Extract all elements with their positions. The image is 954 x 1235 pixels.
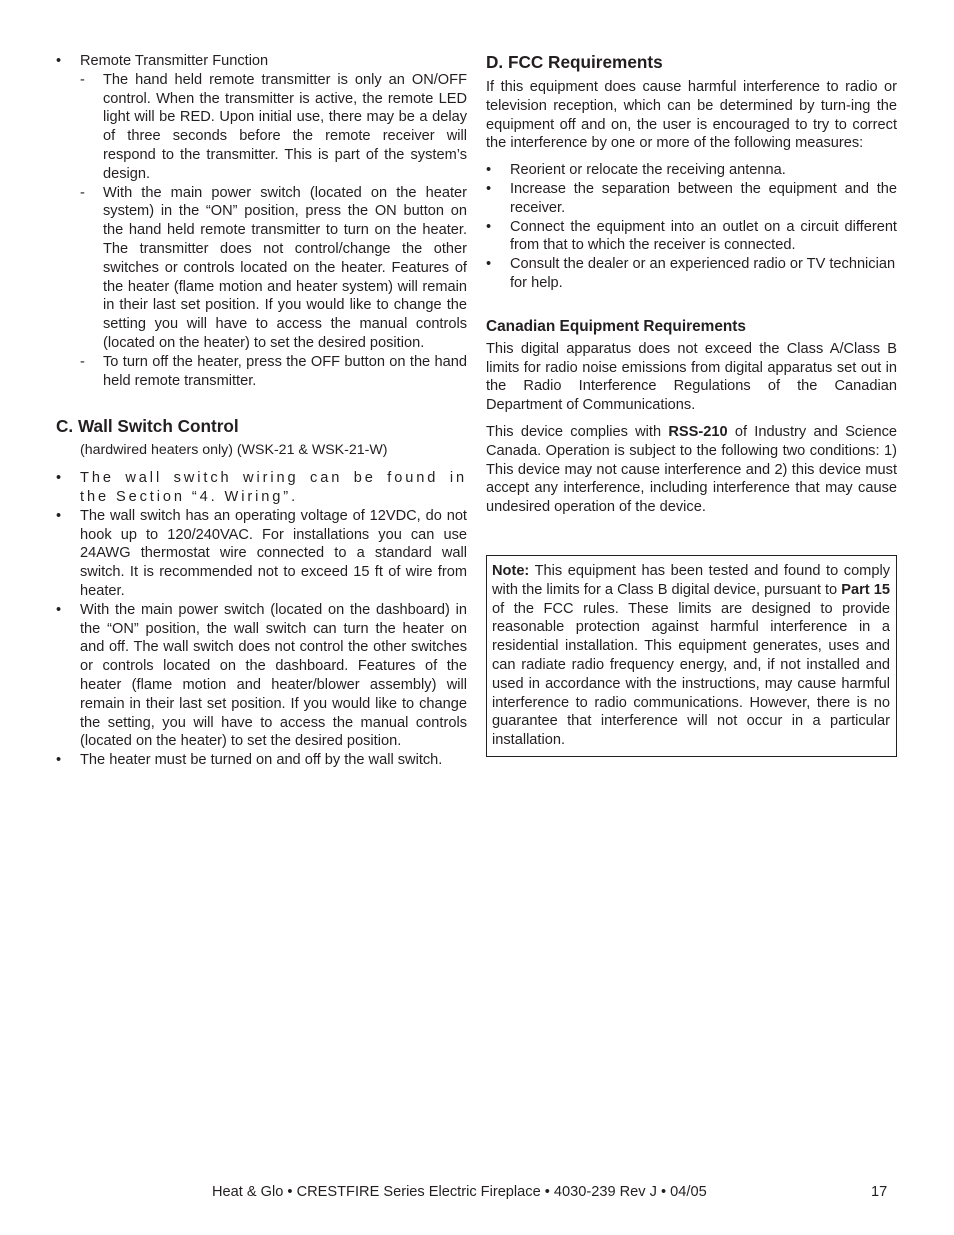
bullet-marker: •	[56, 470, 65, 487]
wall-switch-item	[56, 751, 467, 770]
rss-210-bold: RSS-210	[668, 423, 728, 440]
bullet-marker: •	[56, 601, 62, 618]
dash-marker: -	[80, 353, 85, 370]
wall-switch-item	[56, 469, 467, 507]
fcc-heading: D. FCC Requirements	[486, 52, 663, 72]
fcc-item-text: Reorient or relocate the receiving antenna.	[510, 162, 786, 179]
wall-switch-heading: C. Wall Switch Control	[56, 416, 239, 437]
remote-transmitter-bullet	[56, 52, 467, 71]
dash-marker: -	[80, 71, 85, 88]
canadian-para-1: This digital apparatus does not exceed the Class A/Class B limits for radio noise emissions from digital apparatus set out in the Radio Interference Regulations of the Canadian Department of Communications.	[486, 340, 897, 414]
bullet-marker: •	[56, 507, 62, 524]
remote-sub-item-text: To turn off the heater, press the OFF button on the hand held remote transmitter.	[103, 353, 467, 389]
bullet-marker: •	[486, 162, 492, 179]
bullet-marker: •	[486, 180, 492, 197]
fcc-item-text: Consult the dealer or an experienced radio or TV technician for help.	[510, 256, 896, 291]
bullet-marker: •	[56, 53, 62, 69]
fcc-item	[486, 180, 897, 218]
remote-sub-item	[56, 184, 467, 353]
bullet-marker: •	[56, 752, 62, 769]
canadian-heading: Canadian Equipment Requirements	[486, 317, 746, 335]
note-label: Note:	[492, 562, 530, 579]
remote-sub-item-text: The hand held remote transmitter is only an ON/OFF control. When the transmitter is active, the remote LED light will be RED. Upon initial use, there may be a delay of three seconds before the remote receiver will respond to the transmitter. This is part of the system’s design.	[103, 71, 467, 182]
dash-marker: -	[80, 184, 85, 201]
wall-switch-subheading: (hardwired heaters only) (WSK-21 & WSK-21-W)	[80, 442, 388, 459]
canadian-para-2-post: of Industry and Science Canada. Operation is subject to the following two conditions: 1) This device may not cause interference and 2) this device must accept any interference, including interference that may cause undesired operation of the device.	[486, 423, 897, 516]
bullet-marker: •	[486, 218, 492, 235]
canadian-para-2-pre: This device complies with	[486, 423, 669, 440]
left-column	[56, 52, 467, 770]
page-number: 17	[871, 1184, 888, 1200]
wall-switch-item-text: The wall switch wiring can be found in the Section “4. Wiring”.	[80, 470, 467, 505]
bullet-marker: •	[486, 256, 492, 273]
part-15-bold: Part 15	[841, 581, 890, 598]
wall-switch-item	[56, 507, 467, 601]
remote-sub-item-text: With the main power switch (located on the heater system) in the “ON” position, press the ON button on the hand held remote transmitter to turn on the heater. The transmitter does not control/change the other switches or controls located on the heater. Features of the heater (flame motion and heater system) will remain in their last set position. If you would like to change the setting you will have to access the manual controls (located on the heater) to set the desired position.	[103, 184, 467, 351]
footer-text: Heat & Glo • CRESTFIRE Series Electric Fireplace • 4030-239 Rev J • 04/05	[212, 1184, 707, 1200]
fcc-item-text: Increase the separation between the equipment and the receiver.	[510, 180, 897, 216]
note-text-pre: This equipment has been tested and found to comply with the limits for a Class B digital device, pursuant to	[492, 562, 890, 598]
wall-switch-item	[56, 601, 467, 751]
fcc-intro: If this equipment does cause harmful interference to radio or television reception, which can be determined by turn-ing the equipment off and on, the user is encouraged to try to correct the interference by one or more of the following measures:	[486, 79, 897, 152]
fcc-item	[486, 255, 897, 293]
fcc-note-box	[486, 555, 897, 757]
remote-transmitter-title: Remote Transmitter Function	[80, 53, 269, 69]
fcc-item-text: Connect the equipment into an outlet on a circuit different from that to which the receiver is connected.	[510, 218, 897, 254]
note-text-post: of the FCC rules. These limits are designed to provide reasonable protection against harmful interference in a residential installation. This equipment generates, uses and can radiate radio frequency energy, and, if not installed and used in accordance with the instructions, may cause harmful interference to radio communications. However, there is no guarantee that interference will not occur in a particular installation.	[492, 600, 890, 749]
wall-switch-item-text: The wall switch has an operating voltage of 12VDC, do not hook up to 120/240VAC. For installations you can use 24AWG thermostat wire connected to a standard wall switch. It is recommended not to exceed 15 ft of wire from heater.	[80, 507, 467, 599]
wall-switch-item-text: The heater must be turned on and off by the wall switch.	[80, 752, 443, 769]
fcc-item	[486, 161, 897, 180]
canadian-para-2	[486, 423, 897, 517]
wall-switch-item-text: With the main power switch (located on the dashboard) in the “ON” position, the wall switch can turn the heater on and off. The wall switch does not control the other switches or controls located on the dashboard. Features of the heater (flame motion and heater/blower assembly) will remain in their last set position. If you would like to change the setting, you will have to access the manual controls (located on the heater) to set the desired position.	[80, 601, 467, 750]
remote-sub-item	[56, 71, 467, 184]
fcc-item	[486, 218, 897, 256]
remote-sub-item	[56, 353, 467, 391]
right-column	[486, 52, 897, 757]
